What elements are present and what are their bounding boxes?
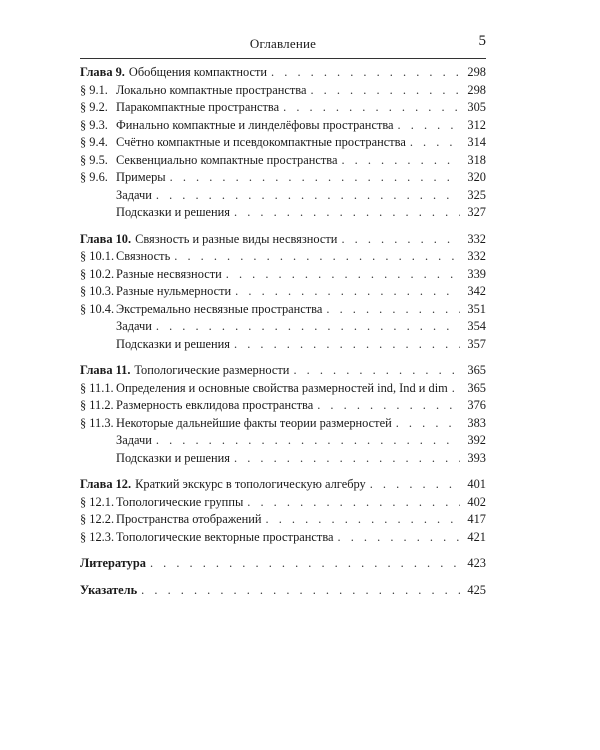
- section-number: § 12.1.: [80, 494, 115, 509]
- section-number: § 9.5.: [80, 152, 108, 167]
- dot-leader: [341, 152, 460, 170]
- entry-title: Топологические векторные пространства: [116, 529, 334, 544]
- entry-title: Связность: [116, 249, 171, 263]
- dot-leader: [156, 432, 460, 450]
- section-number: § 11.2.: [80, 398, 114, 412]
- entry-page: 305: [467, 100, 486, 114]
- entry-page: 342: [467, 284, 486, 298]
- toc-chapter-row[interactable]: [80, 362, 486, 380]
- entry-title: Определения и основные свойства размерностей ind, Ind и dim: [116, 380, 448, 395]
- section-number: § 10.2.: [80, 266, 115, 281]
- toc-entry-row[interactable]: [80, 187, 486, 205]
- dot-leader: [234, 336, 460, 354]
- toc-chapter-block: [80, 476, 486, 546]
- toc-entry-row[interactable]: [80, 152, 486, 170]
- table-of-contents: [80, 64, 486, 599]
- toc-entry-row[interactable]: [80, 301, 486, 319]
- dot-leader: [396, 415, 460, 433]
- entry-page: 327: [467, 205, 486, 219]
- entry-page: 325: [467, 187, 486, 202]
- section-number: § 12.3.: [80, 529, 115, 544]
- toc-entry-row[interactable]: [80, 529, 486, 547]
- toc-entry-row[interactable]: [80, 283, 486, 301]
- entry-page: 357: [467, 336, 486, 351]
- dot-leader: [398, 117, 460, 135]
- dot-leader: [271, 64, 460, 82]
- toc-back-matter-block: [80, 582, 486, 600]
- entry-title: Задачи: [116, 187, 152, 202]
- toc-entry-row[interactable]: [80, 82, 486, 100]
- entry-title: Подсказки и решения: [116, 450, 230, 465]
- entry-title: Задачи: [116, 319, 152, 333]
- header-rule: [80, 58, 486, 59]
- toc-entry-row[interactable]: [80, 204, 486, 222]
- chapter-title: Обобщения компактности: [128, 65, 268, 79]
- toc-entry-row[interactable]: [80, 380, 486, 398]
- dot-leader: [310, 82, 460, 100]
- section-number: § 9.6.: [80, 170, 108, 184]
- toc-back-matter-row[interactable]: [80, 555, 486, 573]
- dot-leader: [283, 99, 460, 117]
- back-matter-page: 423: [467, 556, 486, 570]
- section-number: § 9.1.: [80, 82, 108, 97]
- toc-back-matter-row[interactable]: [80, 582, 486, 600]
- chapter-label: Глава 11.: [80, 363, 131, 377]
- entry-title: Разные нульмерности: [116, 284, 232, 298]
- toc-entry-row[interactable]: [80, 99, 486, 117]
- dot-leader: [150, 555, 460, 573]
- toc-entry-row[interactable]: [80, 266, 486, 284]
- entry-title: Топологические группы: [116, 494, 244, 509]
- dot-leader: [317, 397, 460, 415]
- chapter-title: Краткий экскурс в топологическую алгебру: [135, 477, 366, 491]
- back-matter-page: 425: [467, 582, 486, 597]
- toc-entry-row[interactable]: [80, 494, 486, 512]
- dot-leader: [293, 362, 460, 380]
- dot-leader: [247, 494, 460, 512]
- dot-leader: [156, 187, 460, 205]
- section-number: § 10.3.: [80, 284, 115, 298]
- entry-title: Разные несвязности: [116, 266, 222, 281]
- entry-page: 318: [467, 152, 486, 167]
- entry-title: Пространства отображений: [116, 512, 262, 526]
- entry-page: 365: [467, 380, 486, 395]
- toc-chapter-row[interactable]: [80, 64, 486, 82]
- chapter-page: 332: [467, 231, 486, 246]
- entry-page: 351: [467, 301, 486, 316]
- section-number: § 11.1.: [80, 380, 114, 395]
- entry-page: 314: [467, 135, 486, 149]
- dot-leader: [326, 301, 460, 319]
- section-number: § 10.4.: [80, 301, 115, 316]
- dot-leader: [234, 450, 460, 468]
- toc-chapter-row[interactable]: [80, 476, 486, 494]
- chapter-label: Глава 9.: [80, 65, 125, 79]
- dot-leader: [226, 266, 460, 284]
- dot-leader: [141, 582, 460, 600]
- chapter-page: 298: [467, 65, 486, 79]
- dot-leader: [170, 169, 460, 187]
- toc-entry-row[interactable]: [80, 432, 486, 450]
- header-title: Оглавление: [249, 36, 317, 51]
- entry-page: 298: [467, 82, 486, 97]
- dot-leader: [341, 231, 460, 249]
- dot-leader: [234, 204, 460, 222]
- section-number: § 9.3.: [80, 117, 108, 132]
- toc-entry-row[interactable]: [80, 511, 486, 529]
- entry-title: Секвенциально компактные пространства: [116, 152, 338, 167]
- section-number: § 10.1.: [80, 249, 115, 263]
- entry-title: Примеры: [116, 170, 166, 184]
- chapter-page: 365: [467, 363, 486, 377]
- toc-chapter-block: [80, 231, 486, 354]
- toc-chapter-row[interactable]: [80, 231, 486, 249]
- chapter-title: Связность и разные виды несвязности: [135, 231, 338, 246]
- entry-title: Подсказки и решения: [116, 336, 230, 351]
- toc-entry-row[interactable]: [80, 415, 486, 433]
- entry-title: Счётно компактные и псевдокомпактные пространства: [116, 135, 406, 149]
- toc-chapter-block: [80, 362, 486, 467]
- entry-page: 320: [467, 170, 486, 184]
- entry-title: Некоторые дальнейшие факты теории размерностей: [116, 415, 392, 430]
- entry-title: Задачи: [116, 433, 152, 447]
- chapter-label: Глава 10.: [80, 231, 132, 246]
- dot-leader: [156, 318, 460, 336]
- header-page-number: 5: [478, 33, 486, 49]
- entry-page: 402: [467, 494, 486, 509]
- dot-leader: [338, 529, 460, 547]
- entry-page: 312: [467, 117, 486, 132]
- entry-page: 339: [467, 266, 486, 281]
- entry-page: 354: [467, 319, 486, 333]
- entry-title: Экстремально несвязные пространства: [116, 301, 323, 316]
- entry-page: 393: [467, 450, 486, 465]
- dot-leader: [370, 476, 460, 494]
- toc-back-matter-block: [80, 555, 486, 573]
- dot-leader: [410, 134, 460, 152]
- chapter-page: 401: [467, 477, 486, 491]
- section-number: § 9.4.: [80, 135, 108, 149]
- entry-page: 383: [467, 415, 486, 430]
- entry-title: Локально компактные пространства: [116, 82, 307, 97]
- entry-title: Финально компактные и линделёфовы пространства: [116, 117, 394, 132]
- dot-leader: [174, 248, 460, 266]
- chapter-label: Глава 12.: [80, 477, 132, 491]
- back-matter-title: Литература: [80, 556, 146, 570]
- toc-entry-row[interactable]: [80, 134, 486, 152]
- entry-page: 392: [467, 433, 486, 447]
- dot-leader: [235, 283, 460, 301]
- entry-page: 421: [467, 529, 486, 544]
- section-number: § 11.3.: [80, 415, 114, 430]
- section-number: § 12.2.: [80, 512, 115, 526]
- toc-entry-row[interactable]: [80, 318, 486, 336]
- chapter-title: Топологические размерности: [134, 363, 290, 377]
- dot-leader: [266, 511, 460, 529]
- toc-chapter-block: [80, 64, 486, 222]
- entry-title: Паракомпактные пространства: [116, 100, 280, 114]
- running-header: [80, 33, 486, 56]
- toc-entry-row[interactable]: [80, 397, 486, 415]
- entry-page: 376: [467, 398, 486, 412]
- entry-page: 417: [467, 512, 486, 526]
- dot-leader: [452, 380, 460, 398]
- section-number: § 9.2.: [80, 100, 108, 114]
- entry-title: Размерность евклидова пространства: [116, 398, 314, 412]
- toc-entry-row[interactable]: [80, 169, 486, 187]
- toc-entry-row[interactable]: [80, 248, 486, 266]
- entry-page: 332: [467, 249, 486, 263]
- entry-title: Подсказки и решения: [116, 205, 230, 219]
- back-matter-title: Указатель: [80, 582, 138, 597]
- toc-entry-row[interactable]: [80, 336, 486, 354]
- toc-entry-row[interactable]: [80, 117, 486, 135]
- toc-entry-row[interactable]: [80, 450, 486, 468]
